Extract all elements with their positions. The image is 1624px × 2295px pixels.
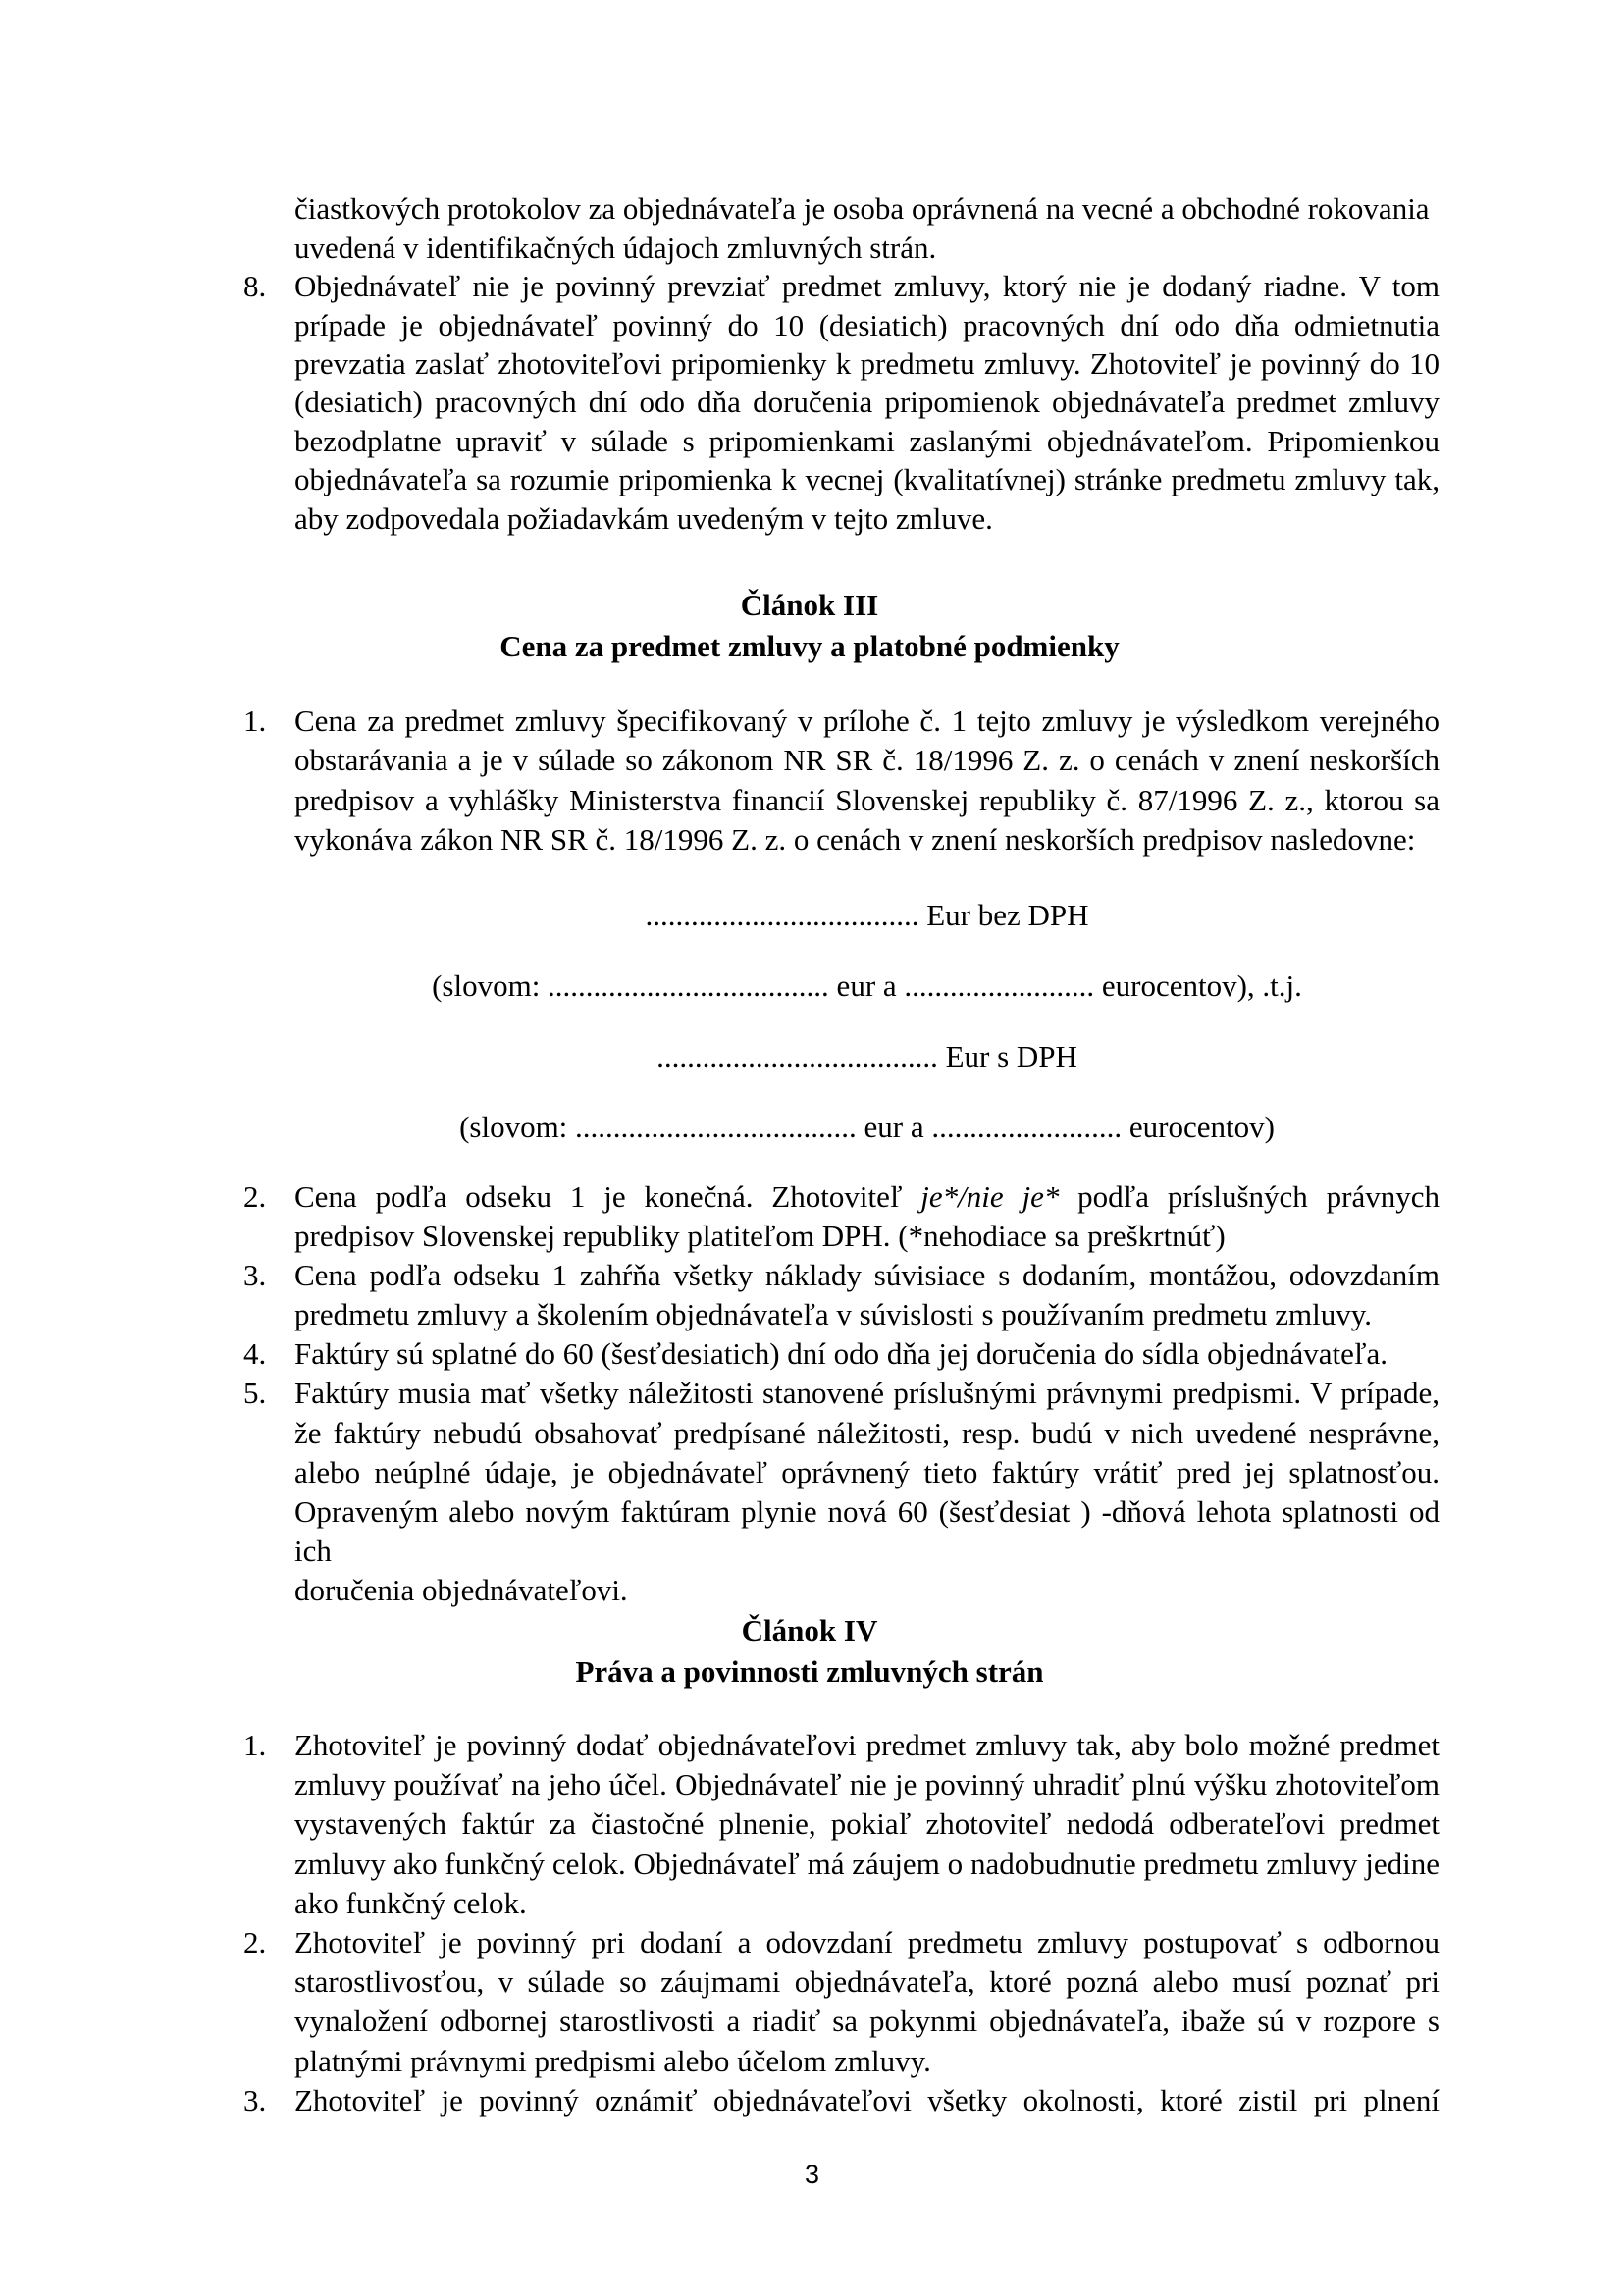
text-line: že faktúry nebudú obsahovať predpísané náležitosti, resp. budú v nich uvedené nesprávne, — [294, 1415, 1440, 1450]
text-line: ako funkčný celok. — [294, 1885, 527, 1920]
text-line: Zhotoviteľ je povinný oznámiť objednávateľovi všetky okolnosti, ktoré zistil pri plnení — [294, 2082, 1440, 2117]
text-line: uvedená v identifikačných údajoch zmluvných strán. — [294, 230, 937, 265]
price-gross-amount: ..................................... Eur s DPH — [656, 1039, 1077, 1073]
text-line: starostlivosťou, v súlade so záujmami objednávateľa, ktoré pozná alebo musí poznať pri — [294, 1964, 1440, 2000]
list-item-3 — [243, 2081, 1440, 2120]
text-line: zmluvy ako funkčný celok. Objednávateľ má záujem o nadobudnutie predmetu zmluvy jedine — [294, 1846, 1440, 1881]
text-line: vystavených faktúr za čiastočné plnenie, pokiaľ zhotoviteľ nedodá odberateľovi predmet — [294, 1806, 1440, 1842]
text-line: prevzatia zaslať zhotoviteľovi pripomienky k predmetu zmluvy. Zhotoviteľ je povinný do 10 — [294, 345, 1440, 381]
article-subtitle: Práva a povinnosti zmluvných strán — [575, 1654, 1044, 1689]
article-title: Článok III — [740, 588, 879, 622]
text-line: vynaložení odbornej starostlivosti a riadiť sa pokynmi objednávateľa, ibaže sú v rozpore s — [294, 2004, 1440, 2039]
article-2-section — [243, 189, 1440, 538]
text-line: zmluvy používať na jeho účel. Objednávateľ nie je povinný uhradiť plnú výšku zhotoviteľom — [294, 1767, 1440, 1802]
article-3-items-section — [243, 1177, 1440, 1610]
list-item-4 — [243, 1334, 1440, 1374]
article-4-items-section — [243, 1726, 1440, 2120]
page-number: 3 — [804, 2160, 820, 2189]
text-line: Faktúry sú splatné do 60 (šesťdesiatich) dní odo dňa jej doručenia do sídla objednávateľa. — [294, 1336, 1388, 1372]
text-line: vykonáva zákon NR SR č. 18/1996 Z. z. o cenách v znení neskorších predpisov nasledovne: — [294, 822, 1416, 858]
text-line: Zhotoviteľ je povinný dodať objednávateľovi predmet zmluvy tak, aby bolo možné predmet — [294, 1728, 1440, 1762]
text-line: Cena za predmet zmluvy špecifikovaný v prílohe č. 1 tejto zmluvy je výsledkom verejného — [294, 703, 1440, 738]
text-line: predpisov a vyhlášky Ministerstva financií Slovenskej republiky č. 87/1996 Z. z., ktorou sa — [294, 782, 1440, 817]
item-number: 3. — [243, 2082, 267, 2117]
text-line: prípade je objednávateľ povinný do 10 (desiatich) pracovných dní odo dňa odmietnutia — [294, 307, 1440, 342]
list-item-5 — [243, 1374, 1440, 1610]
text-line: doručenia objednávateľovi. — [294, 1572, 628, 1607]
article-title: Článok IV — [741, 1613, 878, 1647]
text-line: alebo neúplné údaje, je objednávateľ oprávnený tieto faktúry vrátiť pred jej splatnosťou. — [294, 1454, 1440, 1489]
list-item-continuation — [243, 189, 1440, 267]
list-item-2 — [243, 1923, 1440, 2081]
article-4-heading — [0, 1610, 1619, 1693]
text-line: predmetu zmluvy a školením objednávateľa v súvislosti s používaním predmetu zmluvy. — [294, 1297, 1372, 1332]
item-number: 2. — [243, 1925, 267, 1960]
text-line: aby zodpovedala požiadavkám uvedeným v tejto zmluve. — [294, 500, 993, 536]
item-number: 1. — [243, 1728, 267, 1762]
text-line: Zhotoviteľ je povinný pri dodaní a odovzdaní predmetu zmluvy postupovať s odbornou — [294, 1925, 1440, 1960]
text-line — [294, 1177, 1440, 1217]
item-number: 1. — [243, 703, 267, 738]
text-line: Cena podľa odseku 1 zahŕňa všetky náklady súvisiace s dodaním, montážou, odovzdaním — [294, 1258, 1440, 1293]
item-number: 3. — [243, 1258, 267, 1293]
price-net-amount: .................................... Eur bez DPH — [645, 898, 1089, 932]
text-line: Opraveným alebo novým faktúram plynie nová 60 (šesťdesiat ) -dňová lehota splatnosti od ich — [294, 1493, 1440, 1568]
list-item-1 — [243, 1726, 1440, 1923]
text-line: Objednávateľ nie je povinný prevziať predmet zmluvy, ktorý nie je dodaný riadne. V tom — [294, 269, 1440, 304]
text-line: čiastkových protokolov za objednávateľa je osoba oprávnená na vecné a obchodné rokovania — [294, 191, 1430, 227]
list-item-2 — [243, 1177, 1440, 1256]
text-line: (desiatich) pracovných dní odo dňa doručenia pripomienok objednávateľa predmet zmluvy — [294, 385, 1440, 420]
list-item-3 — [243, 1256, 1440, 1334]
price-block — [294, 880, 1440, 1163]
article-3-heading — [0, 585, 1619, 667]
item-number: 4. — [243, 1336, 267, 1372]
text-line: objednávateľa sa rozumie pripomienka k vecnej (kvalitatívnej) stránke predmetu zmluvy tak, — [294, 462, 1440, 497]
article-3-item-1-section — [243, 702, 1440, 861]
list-item-1 — [243, 702, 1440, 861]
text-segment: podľa príslušných právnych — [1059, 1179, 1440, 1214]
article-subtitle: Cena za predmet zmluvy a platobné podmienky — [499, 629, 1120, 663]
text-line: Faktúry musia mať všetky náležitosti stanovené príslušnými právnymi predpismi. V prípade, — [294, 1376, 1440, 1411]
text-line: obstarávania a je v súlade so zákonom NR SR č. 18/1996 Z. z. o cenách v znení neskorších — [294, 743, 1440, 778]
text-line: platnými právnymi predpismi alebo účelom zmluvy. — [294, 2043, 931, 2078]
item-number: 5. — [243, 1376, 267, 1411]
price-net-in-words: (slovom: ..................................... eur a ......................... eurocentov), .t.j. — [432, 968, 1302, 1003]
price-gross-in-words: (slovom: ..................................... eur a ......................... eurocentov) — [459, 1110, 1275, 1144]
item-number: 8. — [243, 269, 267, 304]
italic-text-segment: je*/nie je* — [920, 1179, 1060, 1214]
item-number: 2. — [243, 1179, 267, 1214]
text-segment: Cena podľa odseku 1 je konečná. Zhotoviteľ — [294, 1179, 921, 1214]
list-item-8 — [243, 267, 1440, 538]
text-line: predpisov Slovenskej republiky platiteľom DPH. (*nehodiace sa preškrtnúť) — [294, 1219, 1226, 1254]
text-line: bezodplatne upraviť v súlade s pripomienkami zaslanými objednávateľom. Pripomienkou — [294, 423, 1440, 458]
